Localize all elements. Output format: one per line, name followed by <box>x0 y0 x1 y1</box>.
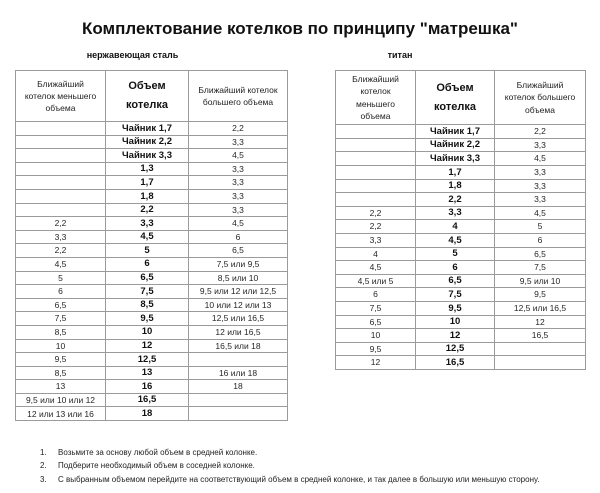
pot-volume-cell: 6,5 <box>106 271 189 285</box>
pot-volume-column-header: Объем котелка <box>416 71 495 125</box>
bigger-pot-cell: 10 или 12 или 13 <box>189 298 288 312</box>
pot-volume-cell: Чайник 2,2 <box>416 138 495 152</box>
instruction-text: С выбранным объемом перейдите на соответствующий объем в средней колонке, и так далее в большую или меньшую сторону. <box>58 474 540 484</box>
pot-volume-cell: 8,5 <box>106 298 189 312</box>
table-row <box>336 261 586 275</box>
smaller-pot-cell <box>336 166 416 180</box>
instruction-number: 3. <box>40 474 47 484</box>
titanium-table-body <box>336 125 586 370</box>
pot-volume-cell: 1,8 <box>106 189 189 203</box>
smaller-pot-cell: 6,5 <box>336 315 416 329</box>
table-row <box>16 217 288 231</box>
table-row <box>16 325 288 339</box>
bigger-pot-cell: 16,5 или 18 <box>189 339 288 353</box>
bigger-pot-cell: 6,5 <box>189 244 288 258</box>
table-row <box>16 244 288 258</box>
table-row <box>336 220 586 234</box>
smaller-pot-cell: 2,2 <box>336 206 416 220</box>
smaller-pot-cell: 7,5 <box>336 301 416 315</box>
bigger-pot-column-header: Ближайший котелок большего объема <box>495 71 586 125</box>
table-row <box>16 135 288 149</box>
titanium-table-subtitle: титан <box>387 50 413 60</box>
table-row <box>336 179 586 193</box>
bigger-pot-cell: 6 <box>495 234 586 248</box>
pot-volume-cell: 18 <box>106 407 189 421</box>
bigger-pot-cell: 6,5 <box>495 247 586 261</box>
table-row <box>336 193 586 207</box>
pot-volume-cell: Чайник 2,2 <box>106 135 189 149</box>
smaller-pot-cell: 3,3 <box>336 234 416 248</box>
table-row <box>16 149 288 163</box>
smaller-pot-cell <box>16 135 106 149</box>
table-row <box>336 274 586 288</box>
table-row <box>336 329 586 343</box>
smaller-pot-cell: 12 или 13 или 16 <box>16 407 106 421</box>
pot-volume-cell: Чайник 1,7 <box>416 125 495 139</box>
steel-table-body <box>16 122 288 421</box>
table-row <box>16 230 288 244</box>
bigger-pot-cell: 18 <box>189 380 288 394</box>
table-row <box>16 271 288 285</box>
smaller-pot-cell: 2,2 <box>16 244 106 258</box>
smaller-pot-cell: 4,5 <box>336 261 416 275</box>
pot-volume-cell: 2,2 <box>106 203 189 217</box>
smaller-pot-cell: 10 <box>16 339 106 353</box>
instruction-item <box>40 459 588 472</box>
pot-volume-cell: 16,5 <box>106 393 189 407</box>
table-row <box>16 339 288 353</box>
table-row <box>336 125 586 139</box>
instruction-item <box>40 473 588 486</box>
table-row <box>336 342 586 356</box>
instruction-number: 1. <box>40 448 47 457</box>
table-row <box>16 162 288 176</box>
table-row <box>336 152 586 166</box>
smaller-pot-column-header: Ближайший котелок меньшего объема <box>336 71 416 125</box>
smaller-pot-cell: 2,2 <box>336 220 416 234</box>
steel-table-subtitle: нержавеющая сталь <box>86 50 179 60</box>
table-row <box>16 203 288 217</box>
smaller-pot-cell <box>16 162 106 176</box>
smaller-pot-cell: 10 <box>336 329 416 343</box>
smaller-pot-cell <box>336 179 416 193</box>
table-row <box>16 407 288 421</box>
pot-volume-cell: 6 <box>416 261 495 275</box>
pot-volume-cell: 9,5 <box>416 301 495 315</box>
bigger-pot-cell: 12 <box>495 315 586 329</box>
pot-volume-cell: 1,3 <box>106 162 189 176</box>
pot-volume-cell: 5 <box>106 244 189 258</box>
smaller-pot-cell: 4,5 <box>16 257 106 271</box>
bigger-pot-cell <box>495 342 586 356</box>
smaller-pot-cell: 6 <box>16 285 106 299</box>
pot-volume-cell: 7,5 <box>106 285 189 299</box>
smaller-pot-cell: 4,5 или 5 <box>336 274 416 288</box>
smaller-pot-column-header: Ближайший котелок меньшего объема <box>16 71 106 122</box>
smaller-pot-cell: 12 <box>336 356 416 370</box>
titanium-nesting-table <box>335 70 586 370</box>
pot-volume-cell: 6 <box>106 257 189 271</box>
bigger-pot-cell: 4,5 <box>495 206 586 220</box>
smaller-pot-cell: 6,5 <box>16 298 106 312</box>
pot-volume-cell: 10 <box>106 325 189 339</box>
bigger-pot-cell: 4,5 <box>189 217 288 231</box>
table-row <box>16 312 288 326</box>
pot-volume-cell: 5 <box>416 247 495 261</box>
bigger-pot-cell: 3,3 <box>189 176 288 190</box>
table-row <box>16 122 288 136</box>
bigger-pot-cell <box>495 356 586 370</box>
table-row <box>336 138 586 152</box>
smaller-pot-cell <box>16 149 106 163</box>
pot-volume-cell: 16,5 <box>416 356 495 370</box>
smaller-pot-cell: 3,3 <box>16 230 106 244</box>
smaller-pot-cell <box>336 152 416 166</box>
instruction-number: 2. <box>40 461 47 471</box>
pot-volume-cell: 13 <box>106 366 189 380</box>
smaller-pot-cell: 5 <box>16 271 106 285</box>
header-row <box>336 71 586 125</box>
bigger-pot-cell: 9,5 или 10 <box>495 274 586 288</box>
pot-volume-cell: 6,5 <box>416 274 495 288</box>
smaller-pot-cell: 9,5 или 10 или 12 <box>16 393 106 407</box>
table-row <box>16 257 288 271</box>
bigger-pot-cell <box>189 393 288 407</box>
table-row <box>16 285 288 299</box>
bigger-pot-cell: 12 или 16,5 <box>189 325 288 339</box>
bigger-pot-cell: 3,3 <box>189 162 288 176</box>
smaller-pot-cell: 9,5 <box>16 353 106 367</box>
pot-volume-cell: 12,5 <box>416 342 495 356</box>
table-row <box>336 234 586 248</box>
bigger-pot-cell <box>189 353 288 367</box>
bigger-pot-cell: 12,5 или 16,5 <box>495 301 586 315</box>
smaller-pot-cell <box>336 138 416 152</box>
bigger-pot-cell: 16 или 18 <box>189 366 288 380</box>
pot-volume-cell: 3,3 <box>416 206 495 220</box>
instruction-text: Возьмите за основу любой объем в средней колонке. <box>58 448 258 457</box>
instructions-list <box>40 446 588 486</box>
table-row <box>336 288 586 302</box>
bigger-pot-cell: 5 <box>495 220 586 234</box>
table-row <box>16 298 288 312</box>
smaller-pot-cell <box>16 203 106 217</box>
bigger-pot-cell: 3,3 <box>189 203 288 217</box>
smaller-pot-cell: 7,5 <box>16 312 106 326</box>
bigger-pot-cell: 2,2 <box>189 122 288 136</box>
table-row <box>336 247 586 261</box>
pot-volume-cell: 4 <box>416 220 495 234</box>
header-row <box>16 71 288 122</box>
smaller-pot-cell <box>16 176 106 190</box>
bigger-pot-cell: 7,5 <box>495 261 586 275</box>
bigger-pot-cell: 16,5 <box>495 329 586 343</box>
bigger-pot-cell: 12,5 или 16,5 <box>189 312 288 326</box>
table-row <box>16 393 288 407</box>
pot-volume-cell: 1,7 <box>416 166 495 180</box>
bigger-pot-cell: 3,3 <box>495 138 586 152</box>
pot-volume-column-header: Объем котелка <box>106 71 189 122</box>
smaller-pot-cell: 13 <box>16 380 106 394</box>
pot-volume-cell: 12 <box>106 339 189 353</box>
smaller-pot-cell: 4 <box>336 247 416 261</box>
bigger-pot-cell: 4,5 <box>495 152 586 166</box>
instruction-item <box>40 446 588 459</box>
smaller-pot-cell <box>336 125 416 139</box>
bigger-pot-cell: 7,5 или 9,5 <box>189 257 288 271</box>
table-row <box>336 315 586 329</box>
table-row <box>16 189 288 203</box>
pot-volume-cell: 4,5 <box>416 234 495 248</box>
pot-volume-cell: 2,2 <box>416 193 495 207</box>
instruction-text: Подберите необходимый объем в соседней колонке. <box>58 461 255 471</box>
bigger-pot-cell: 2,2 <box>495 125 586 139</box>
pot-volume-cell: 4,5 <box>106 230 189 244</box>
pot-volume-cell: 3,3 <box>106 217 189 231</box>
table-row <box>336 356 586 370</box>
table-row <box>336 166 586 180</box>
bigger-pot-cell <box>189 407 288 421</box>
steel-nesting-table <box>15 70 288 421</box>
smaller-pot-cell: 8,5 <box>16 366 106 380</box>
table-row <box>336 301 586 315</box>
smaller-pot-cell: 6 <box>336 288 416 302</box>
bigger-pot-cell: 9,5 или 12 или 12,5 <box>189 285 288 299</box>
pot-volume-cell: Чайник 3,3 <box>106 149 189 163</box>
pot-volume-cell: 7,5 <box>416 288 495 302</box>
smaller-pot-cell: 2,2 <box>16 217 106 231</box>
table-row <box>16 366 288 380</box>
table-row <box>16 353 288 367</box>
bigger-pot-cell: 8,5 или 10 <box>189 271 288 285</box>
smaller-pot-cell: 9,5 <box>336 342 416 356</box>
pot-volume-cell: 1,7 <box>106 176 189 190</box>
bigger-pot-cell: 6 <box>189 230 288 244</box>
pot-volume-cell: Чайник 3,3 <box>416 152 495 166</box>
table-row <box>16 380 288 394</box>
bigger-pot-cell: 3,3 <box>495 193 586 207</box>
smaller-pot-cell <box>16 122 106 136</box>
bigger-pot-column-header: Ближайший котелок большего объема <box>189 71 288 122</box>
pot-volume-cell: 1,8 <box>416 179 495 193</box>
bigger-pot-cell: 3,3 <box>495 179 586 193</box>
smaller-pot-cell: 8,5 <box>16 325 106 339</box>
pot-volume-cell: Чайник 1,7 <box>106 122 189 136</box>
bigger-pot-cell: 3,3 <box>189 189 288 203</box>
pot-volume-cell: 12 <box>416 329 495 343</box>
table-row <box>336 206 586 220</box>
smaller-pot-cell <box>336 193 416 207</box>
pot-volume-cell: 9,5 <box>106 312 189 326</box>
smaller-pot-cell <box>16 189 106 203</box>
bigger-pot-cell: 9,5 <box>495 288 586 302</box>
pot-volume-cell: 16 <box>106 380 189 394</box>
pot-volume-cell: 12,5 <box>106 353 189 367</box>
bigger-pot-cell: 3,3 <box>495 166 586 180</box>
bigger-pot-cell: 4,5 <box>189 149 288 163</box>
bigger-pot-cell: 3,3 <box>189 135 288 149</box>
page-title: Комплектование котелков по принципу "матрешка" <box>82 19 518 38</box>
pot-volume-cell: 10 <box>416 315 495 329</box>
table-row <box>16 176 288 190</box>
